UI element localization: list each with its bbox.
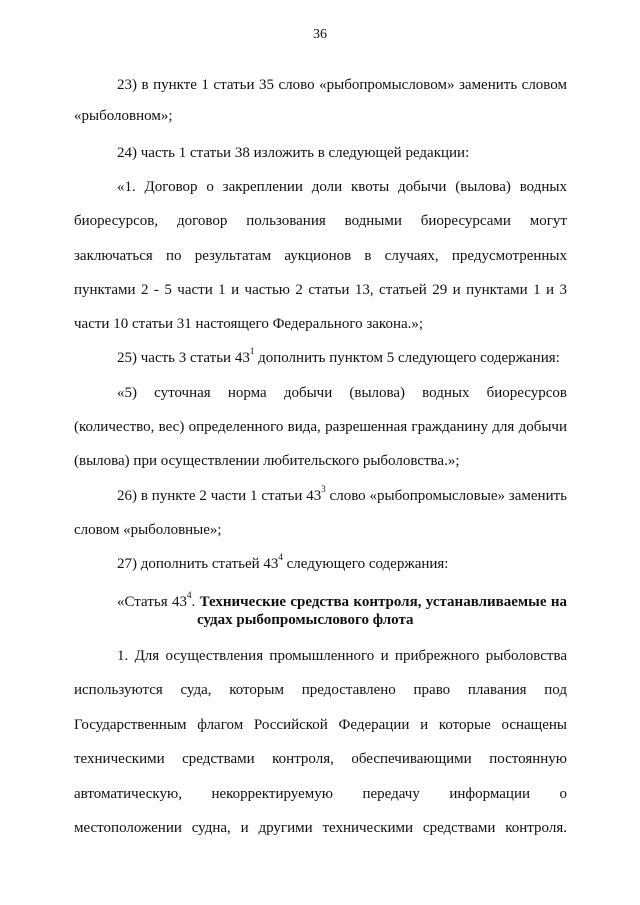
quote-1-line-4: пунктами 2 - 5 части 1 и частью 2 статьи 13, статьей 29 и пунктами 1 и 3	[74, 282, 567, 298]
quote-5-line-2: (количество, вес) определенного вида, разрешенная гражданину для добычи	[74, 419, 567, 435]
quote-5-line-1: «5) суточная норма добычи (вылова) водных биоресурсов	[117, 385, 567, 401]
article-title: Технические средства контроля, устанавливаемые на	[199, 594, 567, 610]
item-27-superscript: 4	[278, 552, 283, 562]
article-label-dot: .	[191, 594, 200, 610]
page-number: 36	[313, 27, 327, 42]
article-p1-line-4: техническими средствами контроля, обеспечивающими постоянную	[74, 751, 567, 767]
article-heading-line-1	[117, 590, 567, 611]
article-heading-line-2: судах рыбопромыслового флота	[197, 612, 414, 628]
item-26-text-rest: слово «рыбопромысловые» заменить	[325, 488, 567, 504]
article-p1-line-5: автоматическую, некорректируемую передачу информации о	[74, 786, 567, 802]
item-25-text-rest: дополнить пунктом 5 следующего содержания:	[254, 350, 560, 366]
item-23-line-2: «рыболовном»;	[74, 108, 173, 124]
item-27-line-1	[117, 552, 567, 573]
item-26-superscript: 3	[321, 484, 326, 494]
article-p1-line-6: местоположении судна, и другими техническими средствами контроля.	[74, 820, 567, 836]
item-26-text: 26) в пункте 2 части 1 статьи 43	[117, 488, 322, 504]
article-superscript: 4	[186, 590, 192, 600]
item-25-superscript: 1	[249, 346, 255, 356]
item-27-text: 27) дополнить статьей 43	[117, 556, 279, 572]
quote-1-line-2: биоресурсов, договор пользования водными биоресурсами могут	[74, 213, 567, 229]
quote-1-line-1: «1. Договор о закреплении доли квоты добычи (вылова) водных	[117, 179, 567, 195]
item-23-line-1: 23) в пункте 1 статьи 35 слово «рыбопромысловом» заменить словом	[117, 77, 567, 93]
article-p1-line-3: Государственным флагом Российской Федерации и которые оснащены	[74, 717, 567, 733]
quote-5-line-3: (вылова) при осуществлении любительского рыболовства.»;	[74, 453, 460, 469]
item-26-line-1	[117, 484, 567, 505]
quote-1-line-3: заключаться по результатам аукционов в случаях, предусмотренных	[74, 248, 567, 264]
item-26-line-2: словом «рыболовные»;	[74, 522, 222, 538]
article-label: «Статья 43	[117, 594, 187, 610]
item-25-line-1	[117, 346, 567, 367]
item-25-text: 25) часть 3 статьи 43	[117, 350, 250, 366]
article-p1-line-1: 1. Для осуществления промышленного и прибрежного рыболовства	[117, 648, 567, 664]
item-24-line-1: 24) часть 1 статьи 38 изложить в следующей редакции:	[117, 145, 470, 161]
article-p1-line-2: используются суда, которым предоставлено право плавания под	[74, 682, 567, 698]
item-27-text-rest: следующего содержания:	[282, 556, 449, 572]
quote-1-line-5: части 10 статьи 31 настоящего Федерального закона.»;	[74, 316, 424, 332]
